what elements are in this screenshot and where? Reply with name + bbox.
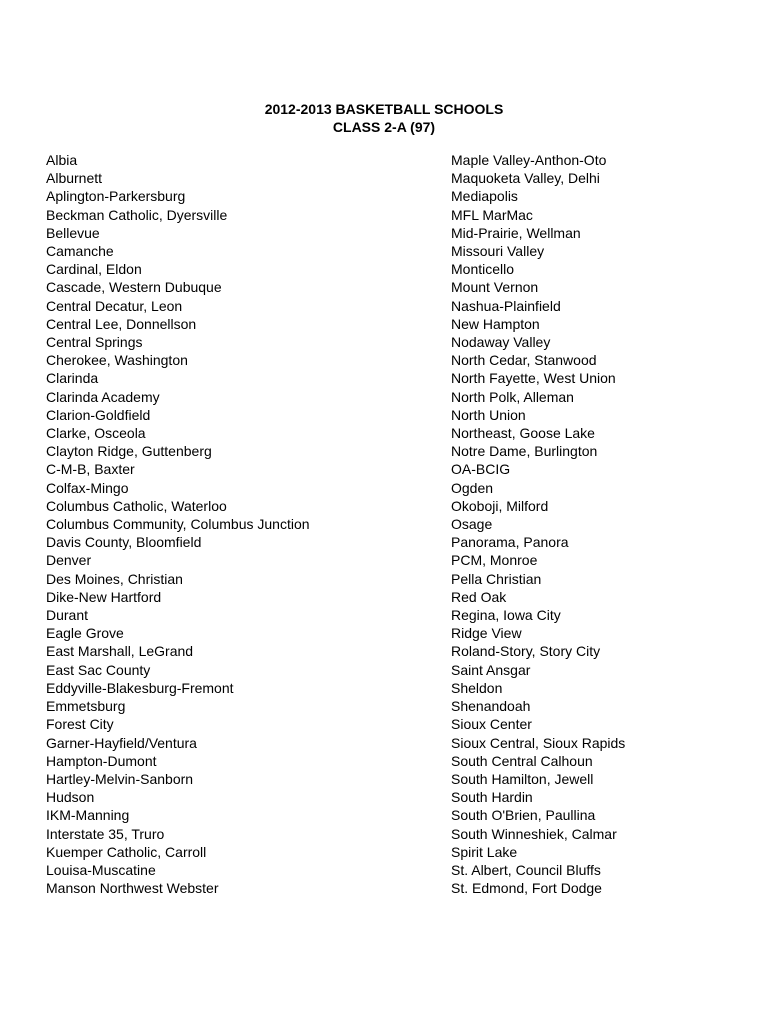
school-list-item: Emmetsburg [46, 698, 126, 715]
school-list-item: Pella Christian [451, 570, 542, 587]
school-list-item: Ogden [451, 479, 494, 496]
school-list-item: Shenandoah [451, 698, 531, 715]
school-list-left [46, 151, 310, 897]
school-list-item: North Polk, Alleman [451, 388, 574, 405]
school-list-item: Sioux Center [451, 716, 532, 733]
school-list-item: North Union [451, 406, 526, 423]
school-list-item: Colfax-Mingo [46, 479, 129, 496]
school-list-item: Panorama, Panora [451, 534, 569, 551]
school-list-item: Nodaway Valley [451, 334, 551, 351]
school-list-item: Northeast, Goose Lake [451, 425, 595, 442]
school-list-item: IKM-Manning [46, 807, 130, 824]
school-list-item: East Marshall, LeGrand [46, 643, 194, 660]
school-list-item: South O'Brien, Paullina [451, 807, 596, 824]
school-list-item: New Hampton [451, 315, 540, 332]
school-list-item: Central Decatur, Leon [46, 297, 183, 314]
school-list-item: OA-BCIG [451, 461, 511, 478]
school-list-right [451, 151, 625, 897]
school-list-item: South Hardin [451, 789, 533, 806]
school-list-item: Albia [46, 152, 78, 168]
school-list-item: St. Albert, Council Bluffs [451, 861, 601, 878]
school-list-item: Okoboji, Milford [451, 497, 549, 514]
school-list-item: Dike-New Hartford [46, 588, 162, 605]
school-list-item: Clarinda [46, 370, 99, 387]
school-list-item: Hudson [46, 789, 95, 806]
school-list-item: East Sac County [46, 661, 151, 678]
school-list-item: Kuemper Catholic, Carroll [46, 843, 207, 860]
school-list-item: Cardinal, Eldon [46, 261, 142, 278]
school-list-item: South Central Calhoun [451, 752, 593, 769]
school-list-item: Spirit Lake [451, 843, 518, 860]
school-list-item: Denver [46, 552, 92, 569]
school-list-item: MFL MarMac [451, 206, 533, 223]
school-list-item: Camanche [46, 243, 114, 260]
school-list-item: South Hamilton, Jewell [451, 770, 594, 787]
school-list-item: Clarinda Academy [46, 388, 160, 405]
school-list-item: Durant [46, 607, 89, 624]
school-list-item: Columbus Community, Columbus Junction [46, 516, 310, 533]
school-list-item: Red Oak [451, 588, 507, 605]
school-list-item: Forest City [46, 716, 114, 733]
school-list-item: Eagle Grove [46, 625, 124, 642]
school-list-item: Maquoketa Valley, Delhi [451, 170, 600, 187]
document-subtitle: CLASS 2-A (97) [332, 119, 436, 135]
school-list-item: Clarke, Osceola [46, 425, 146, 442]
document-header [0, 100, 768, 136]
school-list-item: Columbus Catholic, Waterloo [46, 497, 227, 514]
school-list-item: North Cedar, Stanwood [451, 352, 597, 369]
school-list-item: Garner-Hayfield/Ventura [46, 734, 197, 751]
school-list-item: Missouri Valley [451, 243, 545, 260]
school-list-item: Hampton-Dumont [46, 752, 157, 769]
document-title: 2012-2013 BASKETBALL SCHOOLS [264, 101, 504, 117]
school-list-item: St. Edmond, Fort Dodge [451, 880, 602, 897]
school-list-item: Clayton Ridge, Guttenberg [46, 443, 212, 460]
school-list-item: Saint Ansgar [451, 661, 531, 678]
school-list-item: Regina, Iowa City [451, 607, 561, 624]
school-list-item: Mediapolis [451, 188, 518, 205]
school-list-item: Roland-Story, Story City [451, 643, 601, 660]
school-list-item: Eddyville-Blakesburg-Fremont [46, 679, 234, 696]
school-list-item: Maple Valley-Anthon-Oto [451, 152, 607, 168]
school-list-item: Des Moines, Christian [46, 570, 183, 587]
school-list-item: Hartley-Melvin-Sanborn [46, 770, 194, 787]
school-list-item: Davis County, Bloomfield [46, 534, 202, 551]
school-list-item: Monticello [451, 261, 515, 278]
school-list-item: Sioux Central, Sioux Rapids [451, 734, 626, 751]
school-list-item: Mount Vernon [451, 279, 539, 296]
school-list-item: Central Springs [46, 334, 143, 351]
school-list-item: Cascade, Western Dubuque [46, 279, 222, 296]
school-list-item: Ridge View [451, 625, 522, 642]
school-list-item: Clarion-Goldfield [46, 406, 151, 423]
school-list-item: Notre Dame, Burlington [451, 443, 598, 460]
school-list-item: Osage [451, 516, 493, 533]
school-list-item: PCM, Monroe [451, 552, 538, 569]
school-list-item: Nashua-Plainfield [451, 297, 561, 314]
school-list-item: Cherokee, Washington [46, 352, 188, 369]
school-list-item: Louisa-Muscatine [46, 861, 156, 878]
school-list-item: Aplington-Parkersburg [46, 188, 186, 205]
school-list-item: Central Lee, Donnellson [46, 315, 197, 332]
school-list-item: Mid-Prairie, Wellman [451, 224, 581, 241]
school-list-item: South Winneshiek, Calmar [451, 825, 617, 842]
school-list-item: C-M-B, Baxter [46, 461, 135, 478]
school-list-item: Beckman Catholic, Dyersville [46, 206, 228, 223]
school-list-item: Bellevue [46, 224, 100, 241]
school-list-item: Interstate 35, Truro [46, 825, 165, 842]
school-list-item: Sheldon [451, 679, 503, 696]
school-list-item: Manson Northwest Webster [46, 880, 219, 897]
school-list-item: Alburnett [46, 170, 103, 187]
school-list-item: North Fayette, West Union [451, 370, 616, 387]
